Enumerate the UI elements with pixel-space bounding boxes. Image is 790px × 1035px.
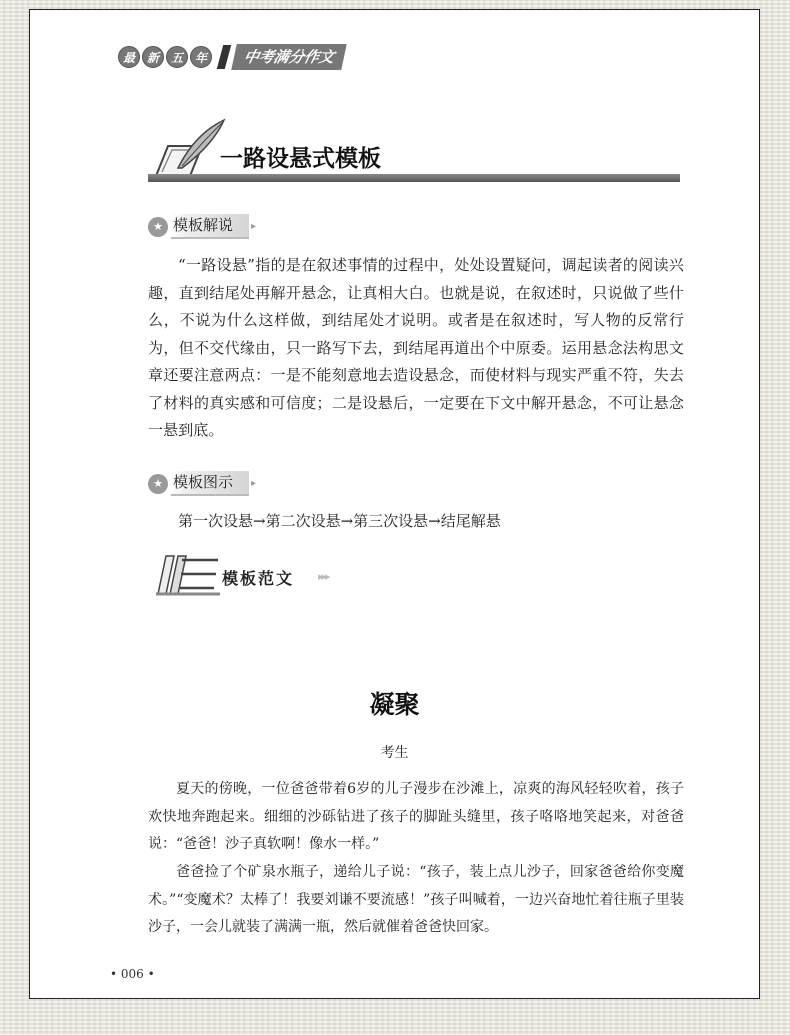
title-underline-bar: [148, 174, 680, 182]
section-title: 一路设悬式模板: [220, 146, 381, 172]
book-page: [29, 9, 760, 999]
series-char: 五: [166, 46, 188, 68]
explanation-heading-label: 模板解说: [171, 214, 249, 239]
diagram-heading-label: 模板图示: [171, 471, 249, 496]
double-chevron-icon: ▸▸▸: [318, 570, 329, 583]
essay-author: 考生: [380, 745, 409, 761]
diagram-heading: [148, 471, 256, 496]
series-header: [118, 44, 344, 70]
page-number: • 006 •: [110, 967, 155, 981]
quill-icon: [148, 118, 228, 180]
chevron-right-icon: ▸: [251, 221, 257, 232]
series-char: 年: [190, 46, 212, 68]
series-char: 最: [118, 46, 140, 68]
chevron-right-icon: ▸: [251, 478, 257, 489]
star-icon: ★: [148, 217, 168, 237]
series-title: 中考满分作文: [231, 44, 347, 70]
explanation-heading: [148, 214, 256, 239]
example-heading-label: 模板范文: [222, 569, 295, 588]
star-icon: ★: [148, 474, 168, 494]
diagram-flow: 第一次设悬→第二次设悬→第三次设悬→结尾解悬: [178, 512, 501, 530]
section-title-block: [148, 118, 684, 194]
series-divider: [217, 45, 231, 69]
essay-paragraph: 爸爸捡了个矿泉水瓶子，递给儿子说：“孩子，装上点儿沙子，回家爸爸给你变魔术。”“变魔术？太棒了！我要刘谦不要流感！”孩子叫喊着，一边兴奋地忙着往瓶子里装沙子，一会儿就装了满满一瓶，然后就催着爸爸快回家。: [148, 864, 684, 935]
essay-title: 凝聚: [369, 690, 420, 719]
book-icon: [152, 552, 222, 596]
example-heading: [152, 552, 352, 596]
essay-paragraph: 夏天的傍晚，一位爸爸带着6岁的儿子漫步在沙滩上，凉爽的海风轻轻吹着，孩子欢快地奔跑起来。细细的沙砾钻进了孩子的脚趾头缝里，孩子咯咯地笑起来，对爸爸说：“爸爸！沙子真软啊！像水一样。”: [148, 781, 684, 852]
series-char: 新: [142, 46, 164, 68]
explanation-paragraph: “一路设悬”指的是在叙述事情的过程中，处处设置疑问，调起读者的阅读兴趣，直到结尾处再解开悬念，让真相大白。也就是说，在叙述时，只说做了些什么，不说为什么这样做，到结尾处才说明。或者是在叙述时，写人物的反常行为，但不交代缘由，只一路写下去，到结尾再道出个中原委。运用悬念法构思文章还要注意两点：一是不能刻意地去造设悬念，而使材料与现实严重不符，失去了材料的真实感和可信度；二是设悬后，一定要在下文中解开悬念，不可让悬念一悬到底。: [148, 256, 684, 439]
